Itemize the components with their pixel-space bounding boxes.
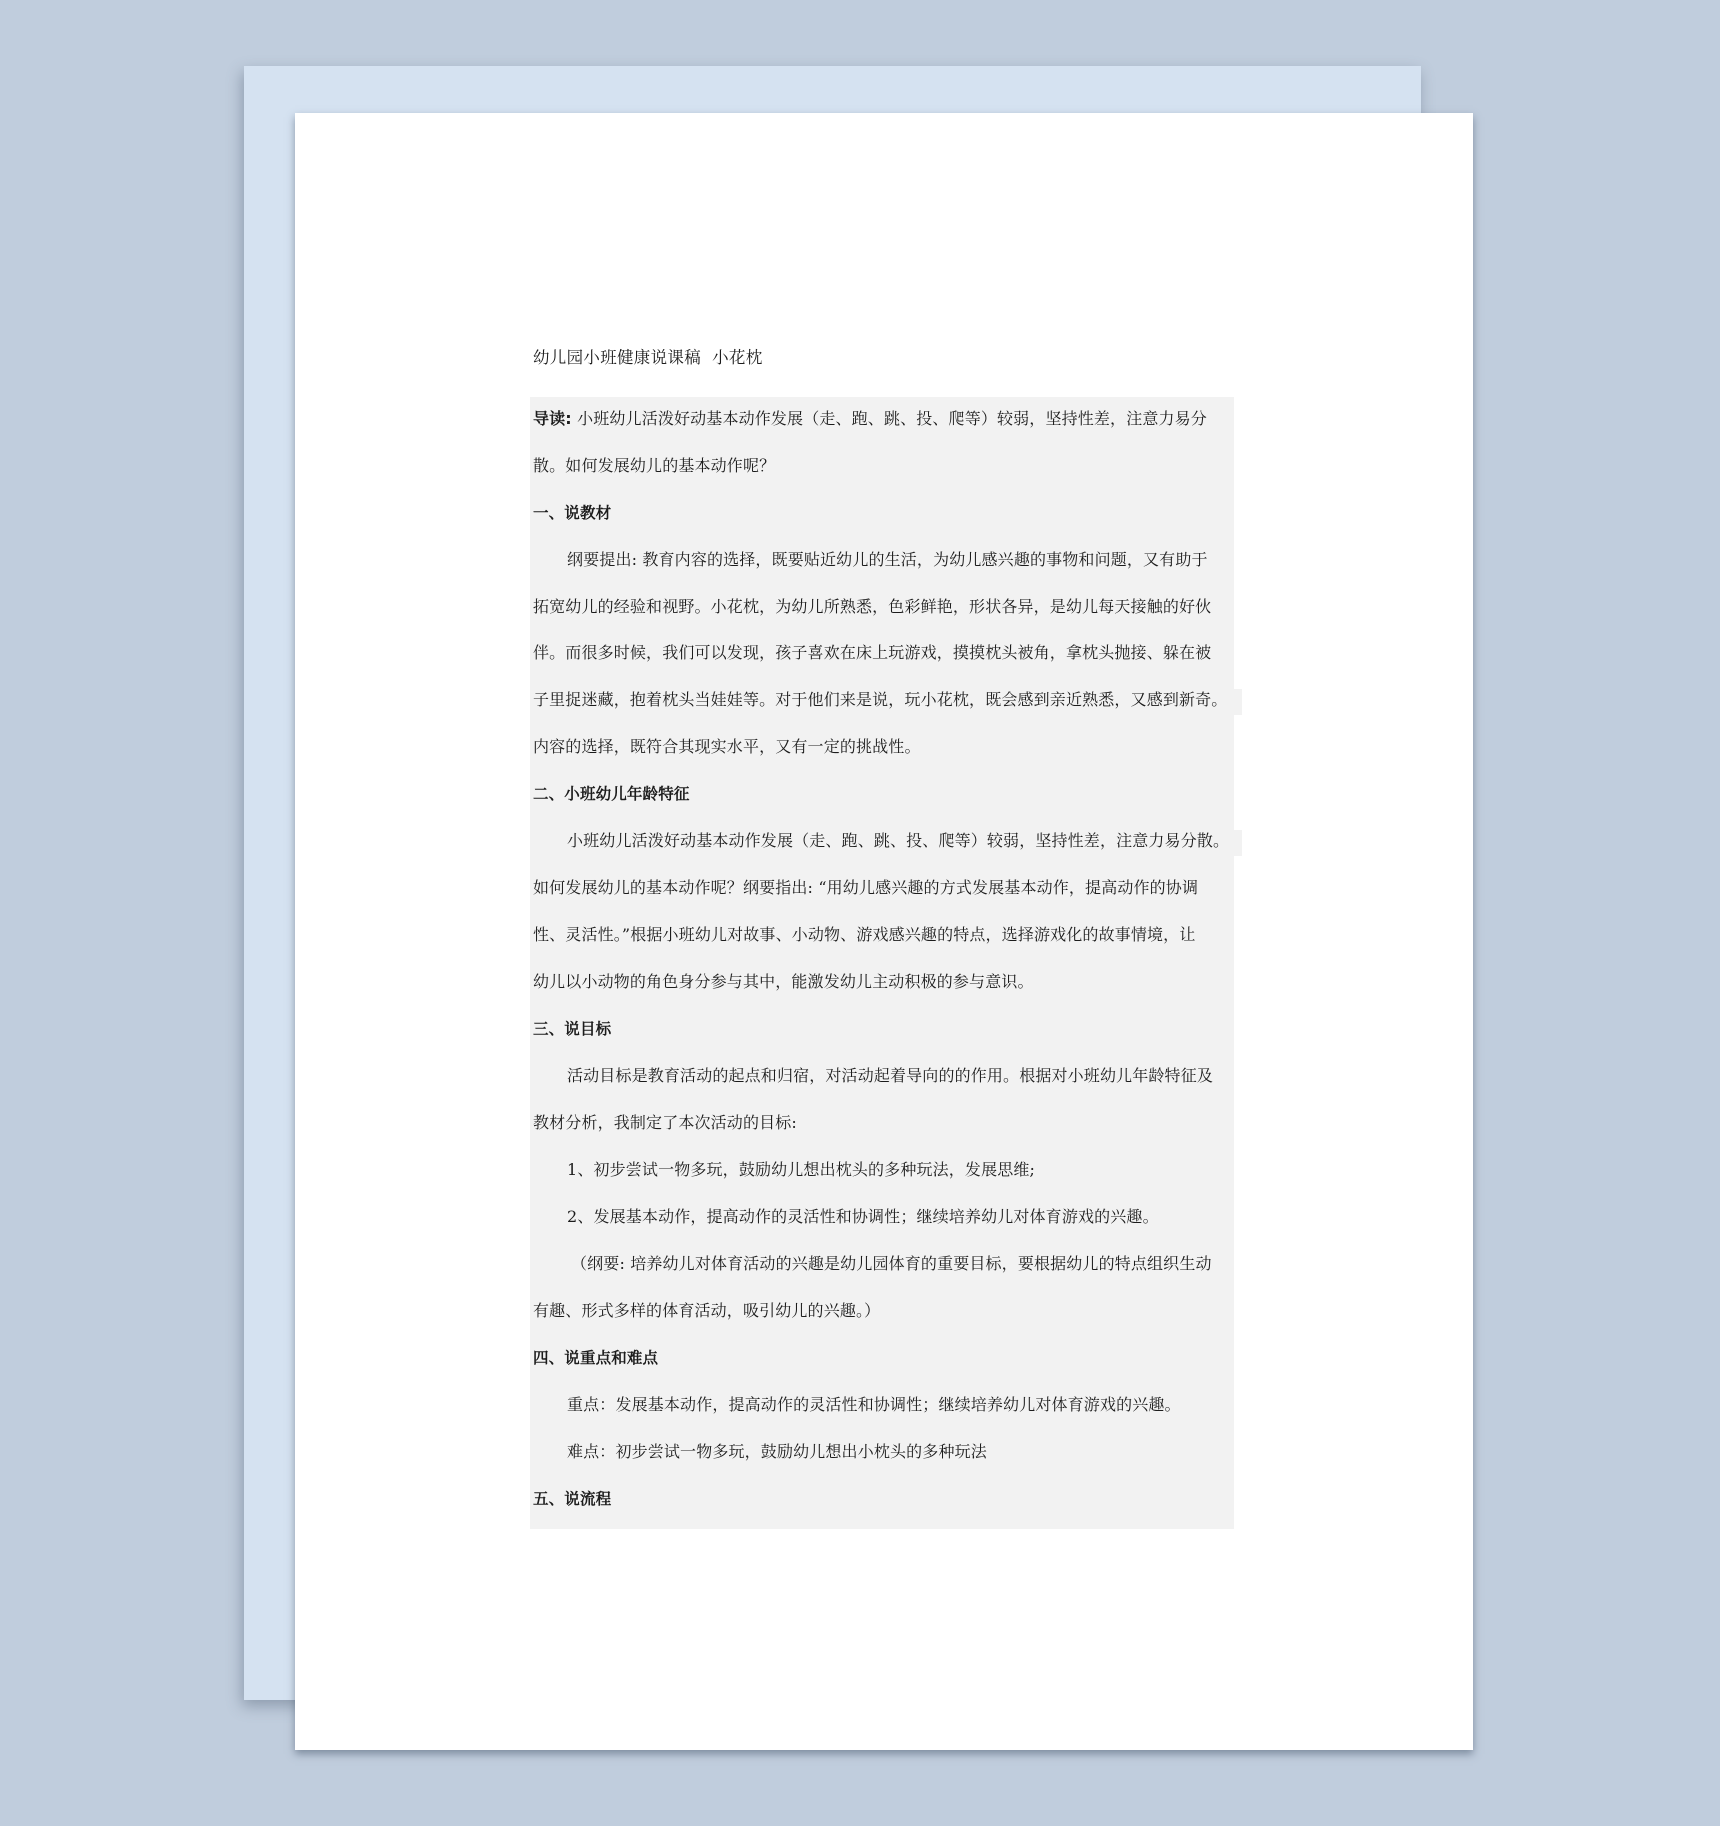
paragraph-line: 幼儿以小动物的角色身分参与其中，能激发幼儿主动积极的参与意识。: [533, 972, 1034, 991]
document-title: 幼儿园小班健康说课稿 小花枕: [533, 348, 763, 367]
key-point-line: 重点：发展基本动作，提高动作的灵活性和协调性；继续培养幼儿对体育游戏的兴趣。: [567, 1395, 1181, 1414]
intro-line: [533, 408, 1233, 430]
paragraph-line: 如何发展幼儿的基本动作呢？纲要指出: “用幼儿感兴趣的方式发展基本动作，提高动作的协调: [533, 878, 1199, 897]
section-heading: 四、说重点和难点: [533, 1349, 659, 1367]
highlight-overflow: [1232, 689, 1242, 715]
section-heading: 三、说目标: [533, 1020, 612, 1038]
paragraph-line: 有趣、形式多样的体育活动，吸引幼儿的兴趣。）: [533, 1301, 881, 1320]
intro-line: 散。如何发展幼儿的基本动作呢？: [533, 456, 776, 475]
paragraph-line: 活动目标是教育活动的起点和归宿，对活动起着导向的的作用。根据对小班幼儿年龄特征及: [567, 1066, 1214, 1085]
paragraph-line: 子里捉迷藏，抱着枕头当娃娃等。对于他们来是说，玩小花枕，既会感到亲近熟悉，又感到新奇。: [533, 690, 1228, 709]
paragraph-line: （纲要: 培养幼儿对体育活动的兴趣是幼儿园体育的重要目标，要根据幼儿的特点组织生动: [571, 1254, 1212, 1273]
objective-item: 2、发展基本动作，提高动作的灵活性和协调性；继续培养幼儿对体育游戏的兴趣。: [567, 1207, 1159, 1226]
paragraph-line: 内容的选择，既符合其现实水平，又有一定的挑战性。: [533, 737, 921, 756]
difficulty-line: 难点：初步尝试一物多玩，鼓励幼儿想出小枕头的多种玩法: [567, 1442, 987, 1461]
paragraph-line: 伴。而很多时候，我们可以发现，孩子喜欢在床上玩游戏，摸摸枕头被角，拿枕头抛接、躲在被: [533, 643, 1212, 662]
section-heading: 五、说流程: [533, 1490, 612, 1508]
paragraph-line: 性、灵活性。”根据小班幼儿对故事、小动物、游戏感兴趣的特点，选择游戏化的故事情境，让: [533, 925, 1196, 944]
paragraph-line: 拓宽幼儿的经验和视野。小花枕，为幼儿所熟悉，色彩鲜艳，形状各异，是幼儿每天接触的好伙: [533, 597, 1212, 616]
section-heading: 一、说教材: [533, 504, 612, 522]
paragraph-line: 纲要提出: 教育内容的选择，既要贴近幼儿的生活，为幼儿感兴趣的事物和问题，又有助于: [567, 550, 1208, 569]
intro-label: 导读:: [533, 409, 572, 428]
paragraph-line: 教材分析，我制定了本次活动的目标:: [533, 1113, 797, 1132]
paragraph-line: 小班幼儿活泼好动基本动作发展（走、跑、跳、投、爬等）较弱，坚持性差，注意力易分散。: [567, 831, 1230, 850]
section-heading: 二、小班幼儿年龄特征: [533, 785, 690, 803]
objective-item: 1、初步尝试一物多玩，鼓励幼儿想出枕头的多种玩法，发展思维;: [567, 1160, 1036, 1179]
highlight-overflow: [1232, 830, 1242, 856]
intro-text: 小班幼儿活泼好动基本动作发展（走、跑、跳、投、爬等）较弱，坚持性差，注意力易分: [577, 409, 1207, 428]
